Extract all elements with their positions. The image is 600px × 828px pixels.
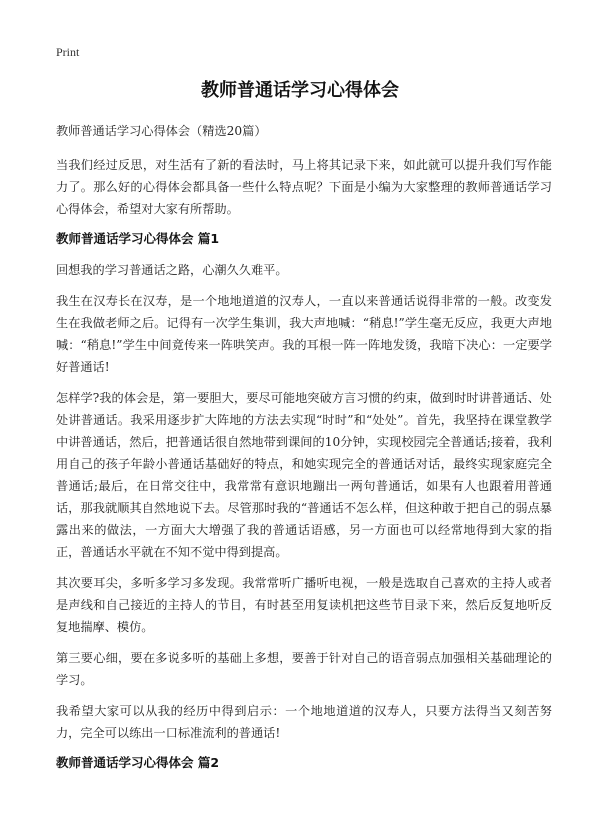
print-link[interactable]: Print [56, 45, 80, 59]
section-heading-2: 教师普通话学习心得体会 篇2 [56, 755, 220, 770]
page-title: 教师普通话学习心得体会 [201, 80, 399, 101]
article-body [56, 120, 552, 783]
intro-paragraph: 当我们经过反思，对生活有了新的看法时，马上将其记录下来，如此就可以提升我们写作能力了。那么好的心得体会都具备一些什么特点呢？下面是小编为大家整理的教师普通话学习心得体会，希望对大家有所帮助。 [56, 158, 552, 216]
article-subtitle: 教师普通话学习心得体会（精选20篇） [56, 124, 267, 138]
section-1-paragraph-6: 我希望大家可以从我的经历中得到启示：一个地地道道的汉寿人，只要方法得当又刻苦努力，完全可以练出一口标准流利的普通话! [56, 704, 552, 740]
section-1-paragraph-3: 怎样学?我的体会是，第一要胆大，要尽可能地突破方言习惯的约束，做到时时讲普通话、处处讲普通话。我采用逐步扩大阵地的方法去实现“时时”和“处处”。首先，我坚持在课堂教学中讲普通话，然后，把普通话很自然地带到课间的10分钟，实现校园完全普通话;接着，我利用自己的孩子年龄小普通话基础好的特点，和她实现完全的普通话对话，最终实现家庭完全普通话;最后，在日常交往中，我常常有意识地蹦出一两句普通话，如果有人也跟着用普通话，那我就顺其自然地说下去。尽管那时我的“普通话不怎么样，但这种敢于把自己的弱点暴露出来的做法，一方面大大增强了我的普通话语感，另一方面也可以经常地得到大家的指正，普通话水平就在不知不觉中得到提高。 [56, 391, 552, 559]
section-1-paragraph-1: 回想我的学习普通话之路，心潮久久难平。 [56, 263, 288, 277]
section-1-paragraph-5: 第三要心细，要在多说多听的基础上多想，要善于针对自己的语音弱点加强相关基础理论的学习。 [56, 651, 552, 687]
section-1-paragraph-4: 其次要耳尖，多听多学习多发现。我常常听广播听电视，一般是选取自己喜欢的主持人或者是声线和自己接近的主持人的节目，有时甚至用复读机把这些节目录下来，然后反复地听反复地揣摩、模仿。 [56, 576, 552, 634]
section-1-paragraph-2: 我生在汉寿长在汉寿，是一个地地道道的汉寿人，一直以来普通话说得非常的一般。改变发生在我做老师之后。记得有一次学生集训，我大声地喊：“稍息!”学生毫无反应，我更大声地喊：“稍息!”学生中间竟传来一阵哄笑声。我的耳根一阵一阵地发烫，我暗下决心：一定要学好普通话! [56, 294, 552, 374]
section-heading-1: 教师普通话学习心得体会 篇1 [56, 231, 220, 246]
